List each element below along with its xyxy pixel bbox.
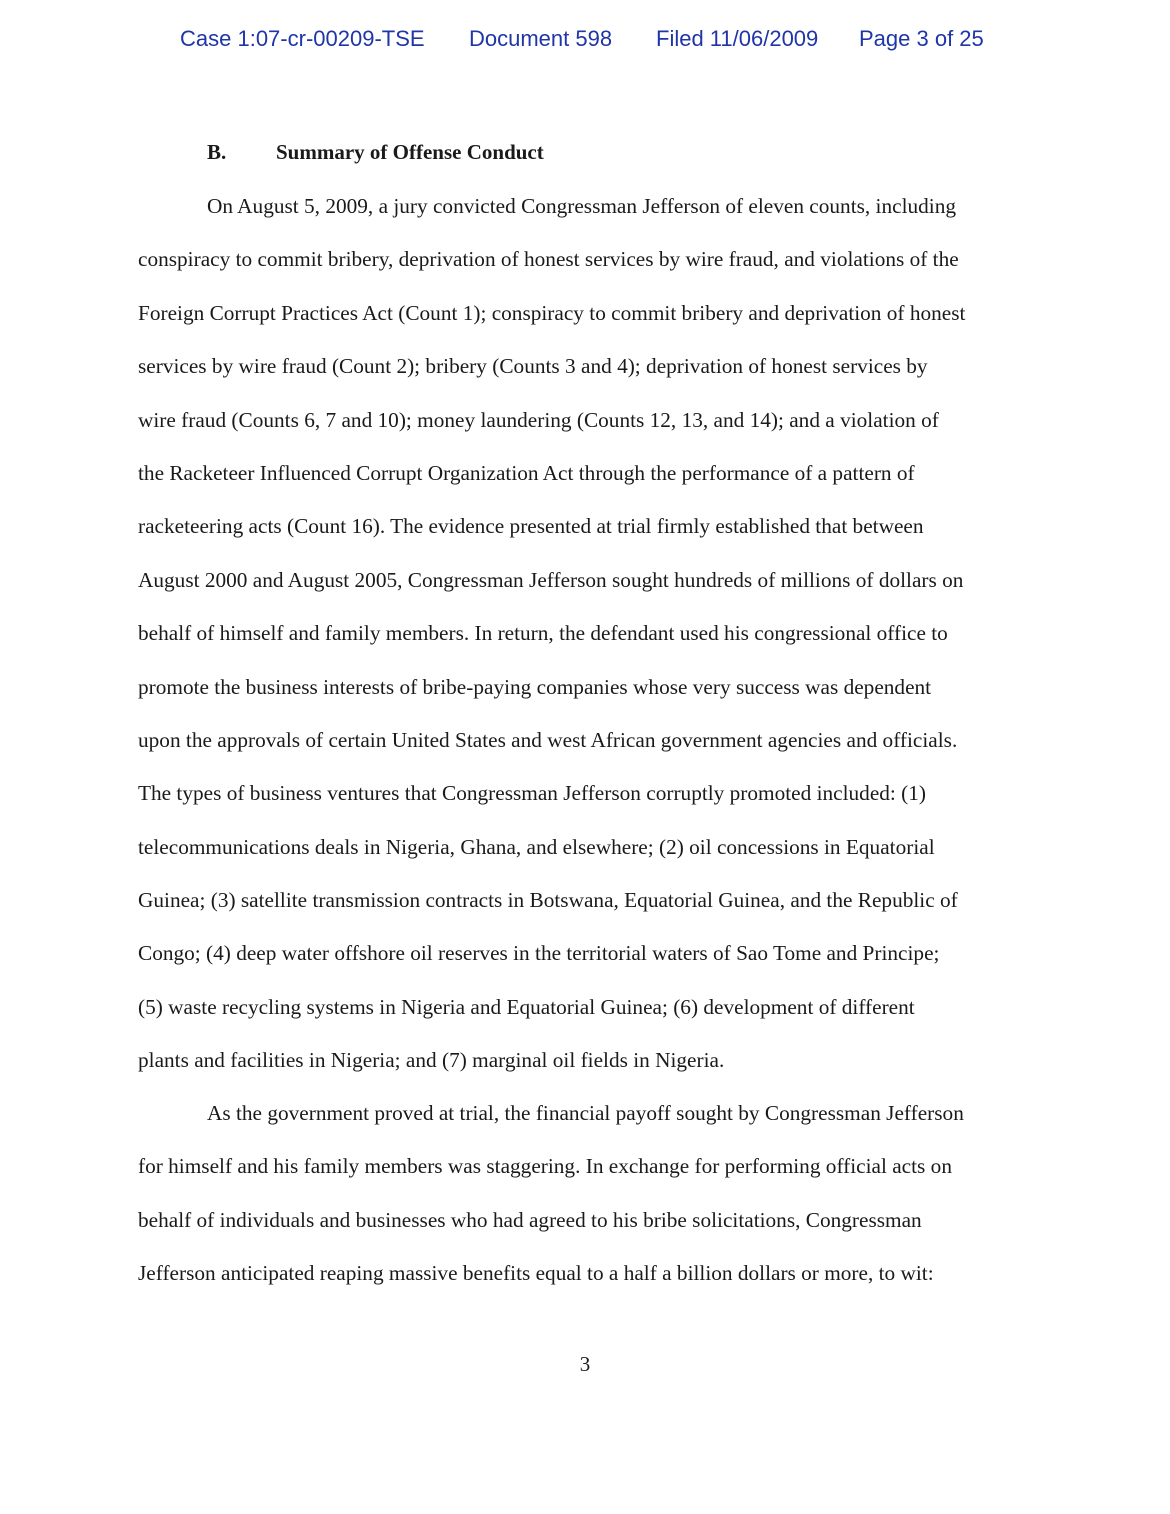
- paragraph-line: Foreign Corrupt Practices Act (Count 1); conspiracy to commit bribery and deprivation of honest: [138, 300, 966, 325]
- paragraph-line: services by wire fraud (Count 2); bribery (Counts 3 and 4); deprivation of honest services by: [138, 354, 928, 379]
- paragraph-line: (5) waste recycling systems in Nigeria and Equatorial Guinea; (6) development of different: [138, 994, 915, 1019]
- paragraph-line: On August 5, 2009, a jury convicted Congressman Jefferson of eleven counts, including: [207, 194, 956, 218]
- case-number: Case 1:07-cr-00209-TSE: [180, 26, 425, 51]
- paragraph-line: telecommunications deals in Nigeria, Ghana, and elsewhere; (2) oil concessions in Equatorial: [138, 834, 935, 859]
- paragraph-financial-payoff: [138, 1087, 1038, 1301]
- paragraph-offense-summary: [138, 180, 1038, 1088]
- section-letter: B.: [207, 140, 227, 164]
- page-count: Page 3 of 25: [859, 26, 984, 51]
- document-number: Document 598: [469, 26, 613, 51]
- paragraph-line: promote the business interests of bribe-paying companies whose very success was dependent: [138, 674, 932, 699]
- paragraph-line: the Racketeer Influenced Corrupt Organization Act through the performance of a pattern of: [138, 460, 915, 485]
- paragraph-line: behalf of individuals and businesses who had agreed to his bribe solicitations, Congressman: [138, 1207, 922, 1232]
- paragraph-line: for himself and his family members was staggering. In exchange for performing official acts on: [138, 1154, 952, 1179]
- paragraph-line: wire fraud (Counts 6, 7 and 10); money laundering (Counts 12, 13, and 14); and a violation of: [138, 407, 939, 432]
- paragraph-line: racketeering acts (Count 16). The evidence presented at trial firmly established that between: [138, 514, 924, 539]
- filed-date: Filed 11/06/2009: [656, 26, 819, 51]
- paragraph-line: Jefferson anticipated reaping massive benefits equal to a half a billion dollars or more, to wit:: [138, 1261, 934, 1286]
- paragraph-line: As the government proved at trial, the financial payoff sought by Congressman Jefferson: [207, 1101, 964, 1125]
- paragraph-line: plants and facilities in Nigeria; and (7) marginal oil fields in Nigeria.: [138, 1048, 725, 1073]
- paragraph-line: Guinea; (3) satellite transmission contracts in Botswana, Equatorial Guinea, and the Republic of: [138, 888, 958, 913]
- paragraph-line: August 2000 and August 2005, Congressman Jefferson sought hundreds of millions of dollars on: [138, 567, 964, 592]
- paragraph-line: behalf of himself and family members. In return, the defendant used his congressional office to: [138, 621, 948, 646]
- paragraph-line: conspiracy to commit bribery, deprivation of honest services by wire fraud, and violations of the: [138, 247, 959, 272]
- paragraph-line: upon the approvals of certain United States and west African government agencies and officials.: [138, 727, 958, 752]
- section-title: Summary of Offense Conduct: [276, 140, 544, 164]
- paragraph-line: The types of business ventures that Congressman Jefferson corruptly promoted included: (1): [138, 781, 927, 806]
- page-number: 3: [579, 1352, 591, 1376]
- paragraph-line: Congo; (4) deep water offshore oil reserves in the territorial waters of Sao Tome and Principe;: [138, 941, 940, 966]
